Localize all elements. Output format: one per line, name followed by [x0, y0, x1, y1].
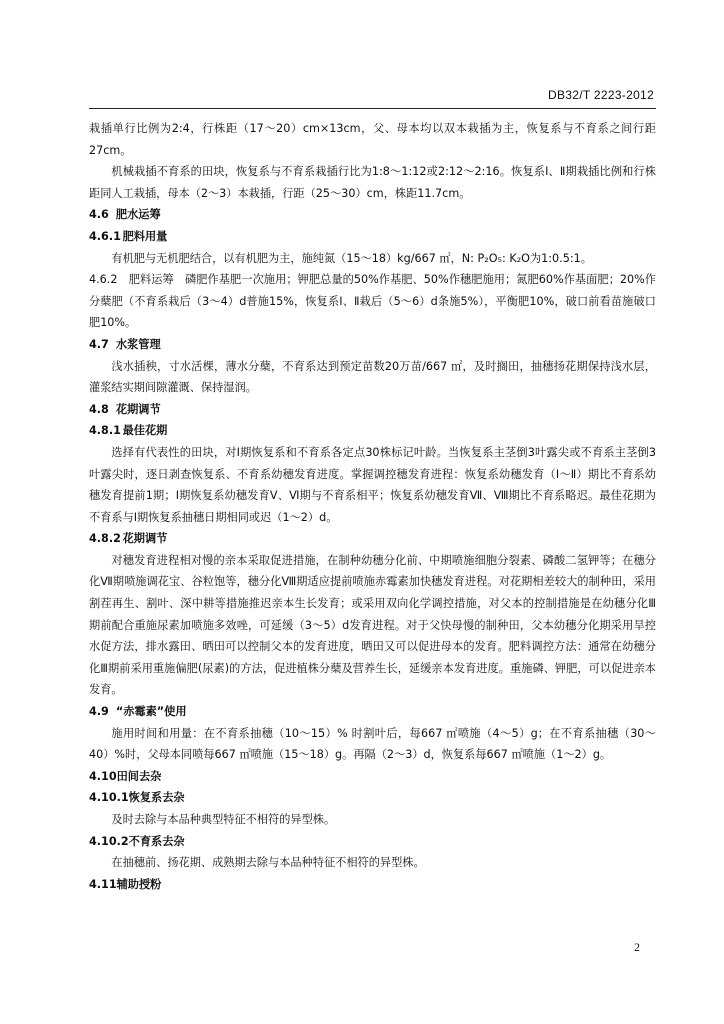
section-title: 最佳花期: [122, 424, 168, 438]
paragraph: 施用时间和用量：在不育系抽穗（10～15）% 时割叶后，每667 ㎡喷施（4～5）g；在不育系抽穗（30～40）%时，父母本同喷每667 ㎡喷施（15～18）g。再隔（2～3）d，恢复系每667 ㎡喷施（1～2）g。: [89, 726, 656, 762]
section-heading-4-11: [89, 874, 656, 896]
paragraph: 及时去除与本品种典型特征不相符的异型株。: [111, 813, 336, 826]
paragraph: 栽插单行比例为2:4，行株距（17～20）cm×13cm，父、母本均以双本栽插为主，恢复系与不育系之间行距27cm。: [89, 122, 656, 157]
section-title: 花期调节: [115, 402, 161, 416]
section-heading-4-10-2: [89, 831, 656, 853]
section-title: 水浆管理: [115, 337, 161, 351]
document-body: [89, 118, 656, 895]
section-number: 4.10: [89, 769, 117, 783]
section-number: 4.8: [89, 402, 109, 416]
standard-code: DB32/T 2223-2012: [548, 88, 654, 102]
section-title: 肥料用量: [122, 229, 168, 243]
section-heading-4-8-2: [89, 528, 656, 550]
section-number: 4.11: [89, 877, 117, 891]
section-number: 4.9: [89, 705, 109, 719]
section-heading-4-10: [89, 766, 656, 788]
section-heading-4-8: [89, 399, 656, 421]
section-title: 花期调节: [122, 532, 168, 546]
section-number: 4.7: [89, 337, 109, 351]
section-heading-4-6: [89, 204, 656, 226]
section-number: 4.8.1: [89, 424, 121, 438]
section-number: 4.10.1: [89, 791, 129, 805]
page-number: 2: [634, 940, 640, 954]
paragraph: 4.6.2 肥料运筹 磷肥作基肥一次施用；钾肥总量的50%作基肥、50%作穗肥施用；氮肥60%作基面肥；20%作分蘖肥（不育系栽后（3～4）d普施15%，恢复系Ⅰ、Ⅱ栽后（5～6）d条施5%），平衡肥10%，破口前看苗施破口肥10%。: [89, 273, 656, 330]
section-title: 不育系去杂: [128, 834, 185, 848]
section-number: 4.8.2: [89, 532, 121, 546]
section-number: 4.6.1: [89, 229, 121, 243]
section-title: “赤霉素”使用: [115, 705, 187, 719]
section-number: 4.10.2: [89, 834, 129, 848]
section-heading-4-7: [89, 334, 656, 356]
paragraph: 对穗发育进程相对慢的亲本采取促进措施，在制种幼穗分化前、中期喷施细胞分裂素、磷酸二氢钾等；在穗分化Ⅶ期喷施调花宝、谷粒饱等，穗分化Ⅷ期适应提前喷施赤霉素加快穗发育进程。对花期相差较大的制种田，采用割茬再生、割叶、深中耕等措施推迟亲本生长发育；或采用双向化学调控措施，对父本的控制措施是在幼穗分化Ⅲ期前配合重施尿素加喷施多效唑，可延缓（3～5）d发育进程。对于父快母慢的制种田，父本幼穗分化期采用旱控水促方法，排水露田、晒田可以控制父本的发育进度，晒田又可以促进母本的发育。肥料调控方法：通常在幼穗分化Ⅲ期前采用重施偏肥(尿素)的方法，促进植株分蘖及营养生长，延缓亲本发育进度。重施磷、钾肥，可以促进亲本发育。: [89, 553, 656, 697]
section-heading-4-9: [89, 701, 656, 723]
paragraph: 选择有代表性的田块，对Ⅰ期恢复系和不育系各定点30株标记叶龄。当恢复系主茎倒3叶露尖或不育系主茎倒3叶露尖时，逐日剥查恢复系、不育系幼穗发育进度。掌握调控穗发育进程：恢复系幼穗发育（Ⅰ～Ⅱ）期比不育系幼穗发育提前1期；Ⅰ期恢复系幼穗发育Ⅴ、Ⅵ期与不育系相平；恢复系幼穗发育Ⅶ、Ⅷ期比不育系略迟。最佳花期为不育系与Ⅰ期恢复系抽穗日期相同或迟（1～2）d。: [89, 445, 656, 524]
section-title: 辅助授粉: [116, 877, 162, 891]
paragraph: 浅水插秧，寸水活棵，薄水分蘖，不育系达到预定苗数20万苗/667 ㎡，及时搁田，抽穗扬花期保持浅水层，灌浆结实期间隙灌溉、保持湿润。: [89, 359, 656, 395]
paragraph: 机械栽插不育系的田块，恢复系与不育系栽插行比为1:8～1:12或2:12～2:16。恢复系Ⅰ、Ⅱ期栽插比例和行株距同人工栽插，母本（2～3）本栽插，行距（25～30）cm，株距11.7cm。: [89, 165, 656, 200]
paragraph: 在抽穗前、扬花期、成熟期去除与本品种特征不相符的异型株。: [111, 856, 425, 870]
section-title: 肥水运筹: [115, 208, 161, 222]
paragraph: 有机肥与无机肥结合，以有机肥为主，施纯氮（15～18）kg/667 ㎡，N: P₂O₅: K₂O为1:0.5:1。: [111, 251, 592, 265]
header-rule: [89, 108, 656, 109]
section-heading-4-8-1: [89, 420, 656, 442]
section-number: 4.6: [89, 208, 109, 222]
section-title: 田间去杂: [116, 769, 162, 783]
section-heading-4-6-1: [89, 226, 656, 248]
section-title: 恢复系去杂: [128, 791, 185, 805]
section-heading-4-10-1: [89, 787, 656, 809]
